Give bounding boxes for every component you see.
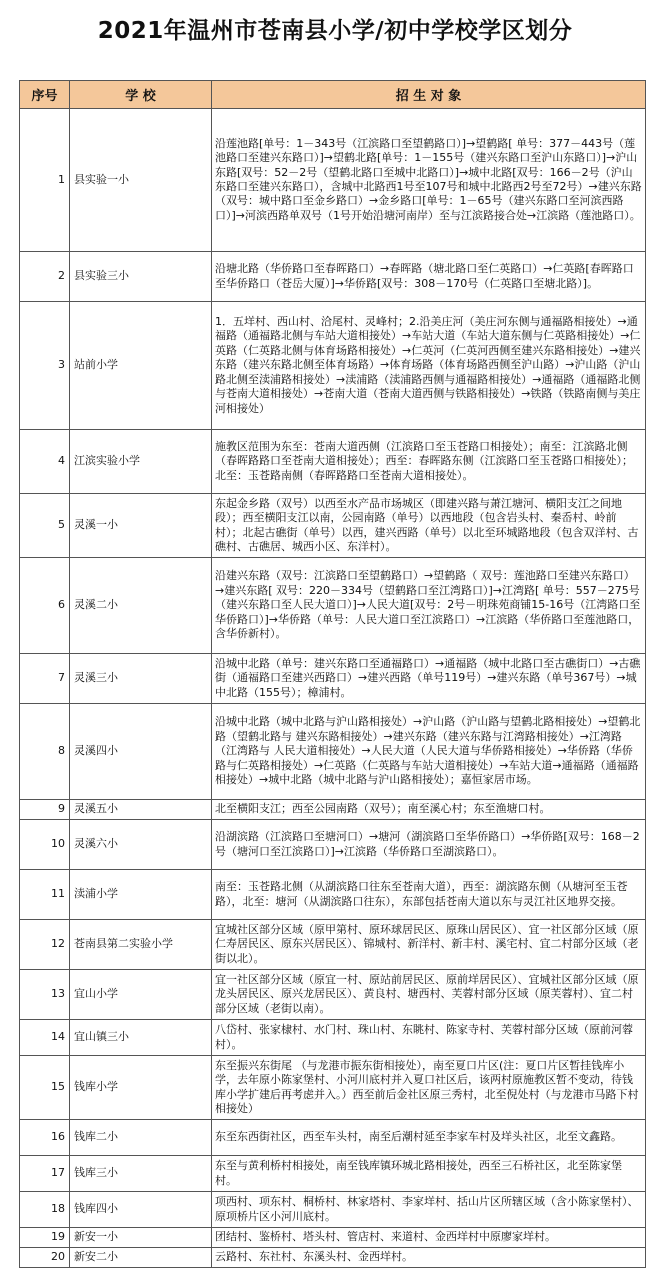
- table-row: [20, 494, 646, 558]
- row-school: 渎浦小学: [70, 870, 212, 920]
- table-header-row: [20, 81, 646, 109]
- row-scope: 沿莲池路[单号：1－343号（江滨路口至望鹤路口）]→望鹤路[ 单号：377－443号（莲池路口至建兴东路口）]→望鹤北路[单号：1－155号（建兴东路口至沪山东路口）]→沪山东路[双号：52－2号（望鹤北路口至城中北路口）]→城中北路[双号：166－2号（沪山东路口至建兴东路口），含城中北路西1号至107号和城中北路西2号至72号）→建兴东路（双号：城中路口至金乡路口）→金乡路口[单号：1－65号（建兴东路口至河滨西路口）]→河滨西路单双号（1号开始沿塘河南岸）至与江滨路接合处→江滨路（莲池路口）。: [212, 109, 646, 252]
- table-row: [20, 970, 646, 1020]
- row-scope: 沿湖滨路（江滨路口至塘河口）→塘河（湖滨路口至华侨路口）→华侨路[双号：168－2号（塘河口至江滨路口）]→江滨路（华侨路口至湖滨路口）。: [212, 820, 646, 870]
- table-row: [20, 1056, 646, 1120]
- table-row: [20, 870, 646, 920]
- row-no: 17: [20, 1156, 70, 1192]
- table-row: [20, 302, 646, 430]
- row-no: 12: [20, 920, 70, 970]
- row-no: 6: [20, 558, 70, 654]
- row-scope: 沿城中北路（城中北路与沪山路相接处）→沪山路（沪山路与望鹤北路相接处）→望鹤北路（望鹤北路与 建兴东路相接处）→建兴东路（建兴东路与江湾路相接处）→江湾路（江湾路与 人民大道相接处）→人民大道（人民大道与华侨路相接处）→华侨路（华侨路与仁英路相接处）→仁英路（仁英路与车站大道相接处）→车站大道→通福路（通福路相接处）→城中北路（城中北路与沪山路相接处）；嘉恒家居市场。: [212, 704, 646, 800]
- row-scope: 沿城中北路（单号：建兴东路口至通福路口）→通福路（城中北路口至古礁街口）→古礁街（通福路口至建兴西路口）→建兴西路（单号119号）→建兴东路（单号367号）→城中北路（155号）；樟浦村。: [212, 654, 646, 704]
- school-district-table: [19, 80, 646, 1268]
- row-no: 9: [20, 800, 70, 820]
- table-row: [20, 820, 646, 870]
- row-school: 灵溪二小: [70, 558, 212, 654]
- row-scope: 云路村、东社村、东溪头村、金西垟村。: [212, 1248, 646, 1268]
- row-no: 2: [20, 252, 70, 302]
- row-school: 灵溪六小: [70, 820, 212, 870]
- table-row: [20, 1192, 646, 1228]
- row-school: 江滨实验小学: [70, 430, 212, 494]
- row-school: 灵溪一小: [70, 494, 212, 558]
- row-scope: 项西村、项东村、桐桥村、林家塔村、李家垟村、括山片区所辖区域（含小陈家堡村）、原项桥片区小河川底村。: [212, 1192, 646, 1228]
- row-no: 3: [20, 302, 70, 430]
- row-scope: 东至东西街社区，西至车头村，南至后潮村延至李家车村及垟头社区，北至文鑫路。: [212, 1120, 646, 1156]
- row-scope: 东至与黄利桥村相接处，南至钱库镇环城北路相接处，西至三石桥社区，北至陈家堡村。: [212, 1156, 646, 1192]
- row-no: 19: [20, 1228, 70, 1248]
- header-no: 序号: [20, 81, 70, 109]
- row-no: 5: [20, 494, 70, 558]
- row-scope: 沿塘北路（华侨路口至春晖路口）→春晖路（塘北路口至仁英路口）→仁英路[春晖路口至华侨路口（苍岳大厦）]→华侨路[双号：308－170号（仁英路口至塘北路）]。: [212, 252, 646, 302]
- table-row: [20, 558, 646, 654]
- page-title: 2021年温州市苍南县小学/初中学校学区划分: [97, 18, 573, 44]
- row-no: 11: [20, 870, 70, 920]
- row-scope: 东起金乡路（双号）以西至水产品市场城区（即建兴路与萧江塘河、横阳支江之间地段）；西至横阳支江以南，公园南路（单号）以西地段（包含岩头村、秦岙村、岭前村）；北起古礁街（单号）以西，建兴西路（单号）以北至环城路地段（包含双洋村、古礁村、古礁居、城西小区、东洋村）。: [212, 494, 646, 558]
- row-no: 20: [20, 1248, 70, 1268]
- row-school: 新安一小: [70, 1228, 212, 1248]
- row-scope: 宜一社区部分区域（原宜一村、原站前居民区、原前垟居民区）、宜城社区部分区域（原龙头居民区、原兴龙居民区）、黄良村、塘西村、芙蓉村部分区域（原芙蓉村）、宜二村部分区域（老街以南）。: [212, 970, 646, 1020]
- row-scope: 沿建兴东路（双号：江滨路口至望鹤路口）→望鹤路（ 双号：莲池路口至建兴东路口）→建兴东路[ 双号：220－334号（望鹤路口至江湾路口）]→江湾路[ 单号：557－275号（建兴东路口至人民大道口）]→人民大道[双号：2号－明珠苑商铺15-16号（江湾路口至华侨路口）]→华侨路（单号：人民大道口至江滨路口）→江滨路（华侨路口至莲池路口，含华侨新村）。: [212, 558, 646, 654]
- table-row: [20, 430, 646, 494]
- table-row: [20, 800, 646, 820]
- row-school: 钱库二小: [70, 1120, 212, 1156]
- row-scope: 1．五垟村、西山村、洽尾村、灵峰村；2.沿美庄河（美庄河东侧与通福路相接处）→通福路（通福路北侧与车站大道相接处）→车站大道（车站大道东侧与仁英路相接处）→仁英路（仁英路北侧与体育场路相接处）→仁英河（仁英河西侧至建兴东路相接处）→建兴东路（建兴东路北侧至体育场路）→体育场路（体育场路西侧至沪山路）→沪山路（沪山路北侧至渎浦路相接处）→渎浦路（渎浦路西侧与通福路相接处）→通福路（通福路北侧与苍南大道相接处）→苍南大道（苍南大道西侧与铁路相接处）→铁路（铁路南侧与美庄河相接处）: [212, 302, 646, 430]
- row-no: 13: [20, 970, 70, 1020]
- row-scope: 东至振兴东街尾 （与龙港市振东街相接处），南至夏口片区(注：夏口片区暂挂钱库小学，去年原小陈家堡村、小河川底村并入夏口社区后，该两村原施教区暂不变动，待钱库小学扩建后再考虑并入。）西至前后金社区原三秀村，北至倪处村（与龙港市马路下村相接处）: [212, 1056, 646, 1120]
- table-row: [20, 1120, 646, 1156]
- row-scope: 北至横阳支江；西至公园南路（双号）；南至溪心村；东至渔塘口村。: [212, 800, 646, 820]
- row-school: 县实验一小: [70, 109, 212, 252]
- row-school: 苍南县第二实验小学: [70, 920, 212, 970]
- row-scope: 南至：玉苍路北侧（从湖滨路口往东至苍南大道），西至：湖滨路东侧（从塘河至玉苍路），北至：塘河（从湖滨路口往东），东部包括苍南大道以东与灵江社区地界交接。: [212, 870, 646, 920]
- row-school: 灵溪三小: [70, 654, 212, 704]
- table-row: [20, 920, 646, 970]
- row-no: 18: [20, 1192, 70, 1228]
- table-row: [20, 1228, 646, 1248]
- table-row: [20, 109, 646, 252]
- row-school: 钱库三小: [70, 1156, 212, 1192]
- row-scope: 宜城社区部分区域（原甲第村、原环球居民区、原珠山居民区）、宜一社区部分区域（原仁寿居民区、原东兴居民区）、锦城村、新洋村、新丰村、溪宅村、宜二村部分区域（老街以北）。: [212, 920, 646, 970]
- row-school: 宜山小学: [70, 970, 212, 1020]
- row-school: 宜山镇三小: [70, 1020, 212, 1056]
- row-scope: 施教区范围为东至：苍南大道西侧（江滨路口至玉苍路口相接处）；南至：江滨路北侧（春晖路路口至苍南大道相接处）；西至：春晖路东侧（江滨路口至玉苍路口相接处）；北至：玉苍路南侧（春晖路路口至苍南大道相接处）。: [212, 430, 646, 494]
- row-school: 灵溪五小: [70, 800, 212, 820]
- table-row: [20, 704, 646, 800]
- row-no: 8: [20, 704, 70, 800]
- row-no: 10: [20, 820, 70, 870]
- header-school: 学 校: [70, 81, 212, 109]
- table-row: [20, 252, 646, 302]
- table-row: [20, 1156, 646, 1192]
- table-row: [20, 1020, 646, 1056]
- row-scope: 八岱村、张家棣村、水门村、珠山村、东眺村、陈家寺村、芙蓉村部分区域（原前河蓉村）。: [212, 1020, 646, 1056]
- row-school: 钱库小学: [70, 1056, 212, 1120]
- row-no: 4: [20, 430, 70, 494]
- row-no: 14: [20, 1020, 70, 1056]
- table-row: [20, 654, 646, 704]
- row-school: 站前小学: [70, 302, 212, 430]
- row-no: 7: [20, 654, 70, 704]
- table-row: [20, 1248, 646, 1268]
- row-no: 15: [20, 1056, 70, 1120]
- row-school: 县实验三小: [70, 252, 212, 302]
- row-no: 1: [20, 109, 70, 252]
- row-school: 灵溪四小: [70, 704, 212, 800]
- row-school: 新安二小: [70, 1248, 212, 1268]
- row-school: 钱库四小: [70, 1192, 212, 1228]
- row-no: 16: [20, 1120, 70, 1156]
- row-scope: 团结村、鉴桥村、塔头村、管店村、来道村、金西垟村中原廖家垟村。: [212, 1228, 646, 1248]
- header-scope: 招 生 对 象: [212, 81, 646, 109]
